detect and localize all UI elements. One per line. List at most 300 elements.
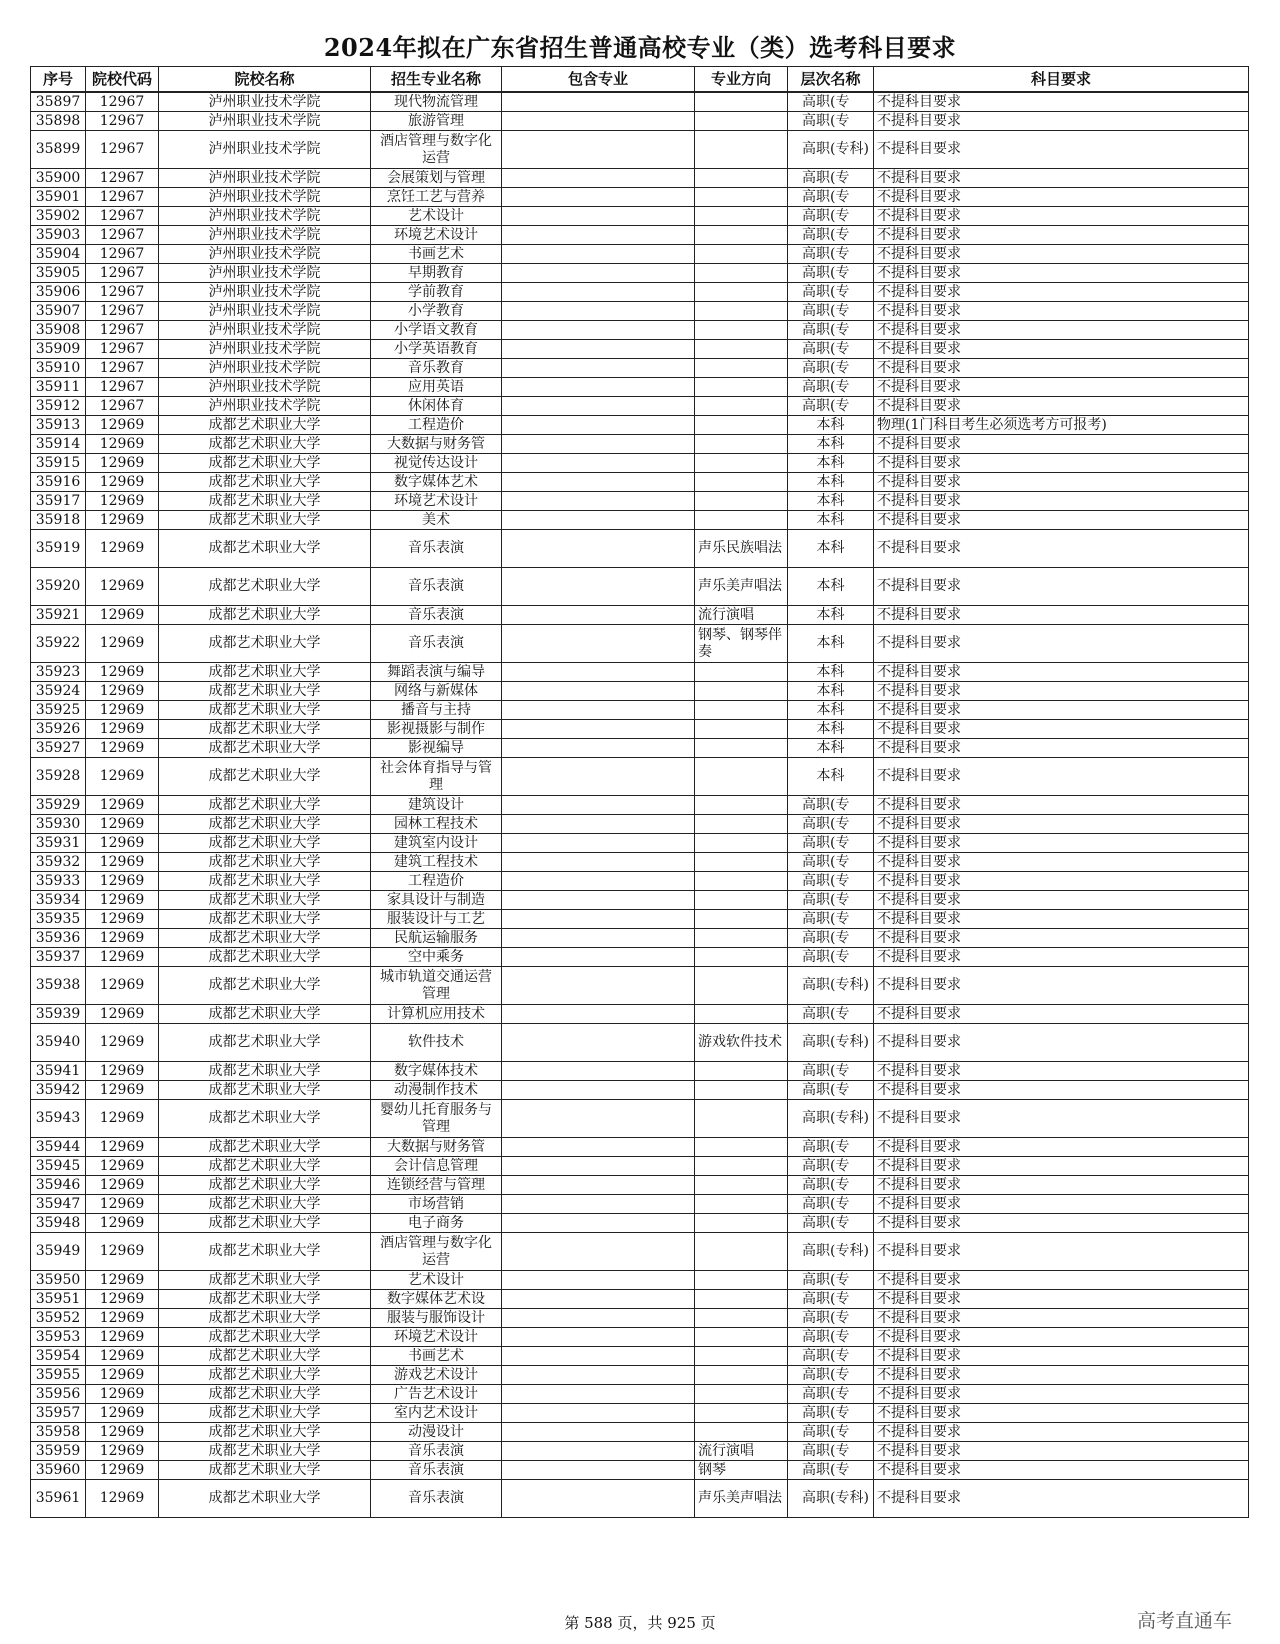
cell-school: 成都艺术职业大学 (159, 1138, 371, 1157)
cell-direction (695, 853, 788, 872)
cell-direction (695, 169, 788, 188)
cell-school: 成都艺术职业大学 (159, 815, 371, 834)
cell-code: 12967 (86, 397, 159, 416)
cell-direction (695, 701, 788, 720)
cell-level: 高职(专科) (788, 1233, 874, 1271)
cell-requirement: 不提科目要求 (874, 188, 1249, 207)
cell-seq: 35910 (31, 359, 86, 378)
cell-direction: 声乐美声唱法 (695, 568, 788, 606)
cell-school: 成都艺术职业大学 (159, 758, 371, 796)
cell-direction (695, 226, 788, 245)
cell-includes (502, 340, 695, 359)
cell-seq: 35899 (31, 131, 86, 169)
cell-major: 动漫设计 (371, 1423, 502, 1442)
cell-level: 本科 (788, 682, 874, 701)
cell-seq: 35898 (31, 112, 86, 131)
table-row (31, 1404, 1249, 1423)
cell-major: 婴幼儿托育服务与管理 (371, 1100, 502, 1138)
table-row (31, 492, 1249, 511)
cell-requirement: 不提科目要求 (874, 606, 1249, 625)
header-code: 院校代码 (86, 67, 159, 93)
cell-direction (695, 1100, 788, 1138)
cell-seq: 35933 (31, 872, 86, 891)
cell-level: 高职(专 (788, 378, 874, 397)
cell-school: 泸州职业技术学院 (159, 321, 371, 340)
cell-seq: 35938 (31, 967, 86, 1005)
cell-code: 12969 (86, 454, 159, 473)
cell-direction (695, 1176, 788, 1195)
cell-level: 高职(专 (788, 1385, 874, 1404)
header-school: 院校名称 (159, 67, 371, 93)
cell-seq: 35927 (31, 739, 86, 758)
cell-direction (695, 1328, 788, 1347)
cell-requirement: 不提科目要求 (874, 1423, 1249, 1442)
cell-includes (502, 511, 695, 530)
cell-school: 成都艺术职业大学 (159, 1062, 371, 1081)
cell-direction (695, 283, 788, 302)
cell-direction (695, 1233, 788, 1271)
cell-direction (695, 492, 788, 511)
cell-requirement: 不提科目要求 (874, 891, 1249, 910)
cell-direction (695, 359, 788, 378)
cell-major: 动漫制作技术 (371, 1081, 502, 1100)
cell-requirement: 不提科目要求 (874, 568, 1249, 606)
cell-major: 服装设计与工艺 (371, 910, 502, 929)
cell-school: 成都艺术职业大学 (159, 1024, 371, 1062)
cell-code: 12969 (86, 682, 159, 701)
cell-direction (695, 834, 788, 853)
cell-seq: 35959 (31, 1442, 86, 1461)
cell-includes (502, 1480, 695, 1518)
cell-seq: 35923 (31, 663, 86, 682)
table-row (31, 131, 1249, 169)
table-row (31, 1347, 1249, 1366)
cell-seq: 35954 (31, 1347, 86, 1366)
cell-code: 12967 (86, 245, 159, 264)
cell-level: 高职(专 (788, 834, 874, 853)
cell-level: 高职(专 (788, 815, 874, 834)
cell-seq: 35942 (31, 1081, 86, 1100)
cell-seq: 35924 (31, 682, 86, 701)
cell-seq: 35912 (31, 397, 86, 416)
cell-major: 酒店管理与数字化运营 (371, 1233, 502, 1271)
cell-code: 12967 (86, 359, 159, 378)
cell-code: 12969 (86, 1138, 159, 1157)
cell-seq: 35960 (31, 1461, 86, 1480)
cell-code: 12969 (86, 435, 159, 454)
cell-direction (695, 1062, 788, 1081)
cell-seq: 35916 (31, 473, 86, 492)
cell-direction (695, 739, 788, 758)
cell-school: 成都艺术职业大学 (159, 1081, 371, 1100)
cell-school: 成都艺术职业大学 (159, 682, 371, 701)
cell-level: 高职(专 (788, 1157, 874, 1176)
cell-includes (502, 416, 695, 435)
cell-level: 本科 (788, 473, 874, 492)
cell-direction (695, 1157, 788, 1176)
cell-includes (502, 1423, 695, 1442)
cell-requirement: 不提科目要求 (874, 378, 1249, 397)
cell-major: 民航运输服务 (371, 929, 502, 948)
cell-includes (502, 1195, 695, 1214)
cell-requirement: 不提科目要求 (874, 1176, 1249, 1195)
cell-includes (502, 796, 695, 815)
table-row (31, 1138, 1249, 1157)
cell-code: 12969 (86, 1233, 159, 1271)
cell-code: 12969 (86, 872, 159, 891)
cell-school: 泸州职业技术学院 (159, 207, 371, 226)
cell-school: 泸州职业技术学院 (159, 264, 371, 283)
cell-major: 音乐表演 (371, 530, 502, 568)
cell-includes (502, 454, 695, 473)
cell-code: 12969 (86, 1024, 159, 1062)
cell-includes (502, 815, 695, 834)
table-row (31, 1290, 1249, 1309)
cell-major: 播音与主持 (371, 701, 502, 720)
cell-includes (502, 1100, 695, 1138)
cell-level: 高职(专 (788, 359, 874, 378)
cell-direction (695, 929, 788, 948)
cell-school: 泸州职业技术学院 (159, 245, 371, 264)
table-row (31, 1442, 1249, 1461)
table-row (31, 1233, 1249, 1271)
table-row (31, 1062, 1249, 1081)
cell-requirement: 不提科目要求 (874, 283, 1249, 302)
cell-school: 泸州职业技术学院 (159, 169, 371, 188)
cell-level: 高职(专 (788, 112, 874, 131)
cell-school: 成都艺术职业大学 (159, 891, 371, 910)
cell-major: 应用英语 (371, 378, 502, 397)
cell-direction (695, 891, 788, 910)
cell-school: 成都艺术职业大学 (159, 663, 371, 682)
cell-school: 成都艺术职业大学 (159, 1442, 371, 1461)
cell-direction (695, 1138, 788, 1157)
cell-school: 成都艺术职业大学 (159, 454, 371, 473)
cell-level: 高职(专 (788, 1195, 874, 1214)
cell-requirement: 不提科目要求 (874, 1195, 1249, 1214)
cell-code: 12969 (86, 1366, 159, 1385)
cell-seq: 35948 (31, 1214, 86, 1233)
cell-school: 成都艺术职业大学 (159, 739, 371, 758)
cell-major: 建筑室内设计 (371, 834, 502, 853)
cell-school: 成都艺术职业大学 (159, 1461, 371, 1480)
cell-seq: 35906 (31, 283, 86, 302)
cell-level: 本科 (788, 511, 874, 530)
table-row (31, 1461, 1249, 1480)
cell-major: 烹饪工艺与营养 (371, 188, 502, 207)
cell-requirement: 不提科目要求 (874, 872, 1249, 891)
cell-code: 12969 (86, 1176, 159, 1195)
table-row (31, 739, 1249, 758)
cell-major: 休闲体育 (371, 397, 502, 416)
cell-major: 工程造价 (371, 872, 502, 891)
cell-major: 网络与新媒体 (371, 682, 502, 701)
header-major: 招生专业名称 (371, 67, 502, 93)
cell-seq: 35936 (31, 929, 86, 948)
cell-school: 成都艺术职业大学 (159, 416, 371, 435)
cell-includes (502, 188, 695, 207)
cell-requirement: 不提科目要求 (874, 796, 1249, 815)
cell-direction (695, 245, 788, 264)
cell-school: 成都艺术职业大学 (159, 492, 371, 511)
cell-code: 12969 (86, 796, 159, 815)
cell-includes (502, 207, 695, 226)
cell-seq: 35931 (31, 834, 86, 853)
cell-level: 高职(专 (788, 207, 874, 226)
table-row (31, 834, 1249, 853)
cell-requirement: 不提科目要求 (874, 473, 1249, 492)
cell-major: 建筑设计 (371, 796, 502, 815)
cell-school: 泸州职业技术学院 (159, 397, 371, 416)
cell-school: 泸州职业技术学院 (159, 340, 371, 359)
table-row (31, 435, 1249, 454)
cell-school: 泸州职业技术学院 (159, 92, 371, 112)
table-row (31, 1309, 1249, 1328)
cell-seq: 35939 (31, 1005, 86, 1024)
cell-major: 软件技术 (371, 1024, 502, 1062)
table-row (31, 92, 1249, 112)
cell-school: 成都艺术职业大学 (159, 435, 371, 454)
cell-level: 本科 (788, 701, 874, 720)
cell-school: 成都艺术职业大学 (159, 606, 371, 625)
cell-major: 旅游管理 (371, 112, 502, 131)
cell-major: 家具设计与制造 (371, 891, 502, 910)
cell-major: 大数据与财务管 (371, 1138, 502, 1157)
cell-requirement: 不提科目要求 (874, 321, 1249, 340)
cell-code: 12969 (86, 1195, 159, 1214)
cell-direction (695, 948, 788, 967)
cell-code: 12969 (86, 1461, 159, 1480)
cell-includes (502, 283, 695, 302)
cell-direction (695, 720, 788, 739)
cell-school: 成都艺术职业大学 (159, 1328, 371, 1347)
cell-requirement: 不提科目要求 (874, 1404, 1249, 1423)
cell-major: 艺术设计 (371, 207, 502, 226)
cell-major: 工程造价 (371, 416, 502, 435)
cell-code: 12969 (86, 815, 159, 834)
cell-code: 12969 (86, 473, 159, 492)
cell-major: 大数据与财务管 (371, 435, 502, 454)
cell-major: 小学语文教育 (371, 321, 502, 340)
cell-major: 城市轨道交通运营管理 (371, 967, 502, 1005)
cell-level: 本科 (788, 492, 874, 511)
cell-seq: 35907 (31, 302, 86, 321)
header-includes: 包含专业 (502, 67, 695, 93)
cell-code: 12969 (86, 853, 159, 872)
cell-code: 12967 (86, 264, 159, 283)
cell-requirement: 不提科目要求 (874, 511, 1249, 530)
cell-major: 酒店管理与数字化运营 (371, 131, 502, 169)
cell-major: 影视编导 (371, 739, 502, 758)
cell-level: 高职(专 (788, 169, 874, 188)
cell-major: 视觉传达设计 (371, 454, 502, 473)
cell-direction (695, 1404, 788, 1423)
cell-includes (502, 1138, 695, 1157)
cell-level: 本科 (788, 758, 874, 796)
cell-includes (502, 758, 695, 796)
cell-seq: 35956 (31, 1385, 86, 1404)
cell-school: 成都艺术职业大学 (159, 796, 371, 815)
cell-seq: 35946 (31, 1176, 86, 1195)
cell-code: 12967 (86, 226, 159, 245)
cell-code: 12967 (86, 207, 159, 226)
cell-direction (695, 1347, 788, 1366)
cell-level: 高职(专科) (788, 131, 874, 169)
cell-seq: 35941 (31, 1062, 86, 1081)
cell-code: 12969 (86, 1157, 159, 1176)
cell-major: 音乐表演 (371, 1461, 502, 1480)
cell-includes (502, 682, 695, 701)
cell-seq: 35904 (31, 245, 86, 264)
cell-includes (502, 302, 695, 321)
cell-includes (502, 435, 695, 454)
cell-includes (502, 131, 695, 169)
cell-includes (502, 739, 695, 758)
cell-code: 12969 (86, 1442, 159, 1461)
table-row (31, 891, 1249, 910)
cell-major: 影视摄影与制作 (371, 720, 502, 739)
cell-seq: 35920 (31, 568, 86, 606)
table-row (31, 321, 1249, 340)
table-row (31, 1176, 1249, 1195)
cell-level: 高职(专 (788, 188, 874, 207)
cell-seq: 35929 (31, 796, 86, 815)
cell-seq: 35952 (31, 1309, 86, 1328)
cell-code: 12969 (86, 1385, 159, 1404)
table-row (31, 758, 1249, 796)
cell-school: 成都艺术职业大学 (159, 1290, 371, 1309)
cell-code: 12969 (86, 1214, 159, 1233)
cell-level: 高职(专 (788, 853, 874, 872)
table-row (31, 340, 1249, 359)
cell-major: 园林工程技术 (371, 815, 502, 834)
cell-direction: 声乐美声唱法 (695, 1480, 788, 1518)
cell-requirement: 不提科目要求 (874, 1480, 1249, 1518)
cell-school: 成都艺术职业大学 (159, 1195, 371, 1214)
cell-includes (502, 948, 695, 967)
table-row (31, 169, 1249, 188)
cell-direction (695, 378, 788, 397)
cell-code: 12969 (86, 663, 159, 682)
cell-code: 12969 (86, 1328, 159, 1347)
table-row (31, 682, 1249, 701)
table-header-row (31, 67, 1249, 93)
cell-requirement: 不提科目要求 (874, 682, 1249, 701)
cell-includes (502, 530, 695, 568)
cell-level: 高职(专 (788, 1062, 874, 1081)
cell-requirement: 不提科目要求 (874, 359, 1249, 378)
requirements-table (30, 66, 1249, 1518)
cell-seq: 35908 (31, 321, 86, 340)
cell-major: 建筑工程技术 (371, 853, 502, 872)
cell-direction (695, 1214, 788, 1233)
cell-code: 12969 (86, 530, 159, 568)
cell-level: 高职(专 (788, 245, 874, 264)
cell-code: 12969 (86, 1423, 159, 1442)
cell-includes (502, 625, 695, 663)
cell-direction (695, 910, 788, 929)
cell-direction: 钢琴 (695, 1461, 788, 1480)
cell-requirement: 不提科目要求 (874, 454, 1249, 473)
cell-direction (695, 454, 788, 473)
cell-seq: 35935 (31, 910, 86, 929)
cell-school: 成都艺术职业大学 (159, 1423, 371, 1442)
cell-major: 早期教育 (371, 264, 502, 283)
cell-level: 高职(专 (788, 1366, 874, 1385)
cell-code: 12969 (86, 701, 159, 720)
cell-includes (502, 1271, 695, 1290)
cell-code: 12969 (86, 1271, 159, 1290)
cell-level: 本科 (788, 739, 874, 758)
cell-direction (695, 1005, 788, 1024)
cell-level: 高职(专 (788, 1271, 874, 1290)
cell-level: 高职(专 (788, 1328, 874, 1347)
cell-direction (695, 967, 788, 1005)
cell-school: 成都艺术职业大学 (159, 473, 371, 492)
cell-includes (502, 359, 695, 378)
brand-watermark: 高考直通车 (1136, 1610, 1232, 1632)
cell-code: 12967 (86, 302, 159, 321)
cell-school: 成都艺术职业大学 (159, 1233, 371, 1271)
cell-seq: 35957 (31, 1404, 86, 1423)
cell-requirement: 不提科目要求 (874, 967, 1249, 1005)
cell-requirement: 不提科目要求 (874, 853, 1249, 872)
cell-seq: 35914 (31, 435, 86, 454)
cell-major: 学前教育 (371, 283, 502, 302)
table-row (31, 1366, 1249, 1385)
table-row (31, 1005, 1249, 1024)
cell-level: 本科 (788, 663, 874, 682)
cell-requirement: 不提科目要求 (874, 1100, 1249, 1138)
cell-direction (695, 340, 788, 359)
cell-direction (695, 207, 788, 226)
cell-code: 12969 (86, 1404, 159, 1423)
table-row (31, 910, 1249, 929)
cell-major: 现代物流管理 (371, 92, 502, 112)
cell-includes (502, 967, 695, 1005)
cell-seq: 35945 (31, 1157, 86, 1176)
table-row (31, 454, 1249, 473)
table-row (31, 701, 1249, 720)
table-row (31, 397, 1249, 416)
cell-includes (502, 112, 695, 131)
cell-seq: 35919 (31, 530, 86, 568)
cell-direction (695, 397, 788, 416)
cell-level: 本科 (788, 568, 874, 606)
cell-requirement: 不提科目要求 (874, 1081, 1249, 1100)
cell-level: 本科 (788, 720, 874, 739)
cell-code: 12969 (86, 568, 159, 606)
cell-includes (502, 1385, 695, 1404)
cell-seq: 35926 (31, 720, 86, 739)
cell-requirement: 不提科目要求 (874, 758, 1249, 796)
cell-requirement: 不提科目要求 (874, 1157, 1249, 1176)
cell-requirement: 不提科目要求 (874, 1214, 1249, 1233)
cell-major: 小学英语教育 (371, 340, 502, 359)
cell-school: 成都艺术职业大学 (159, 910, 371, 929)
cell-requirement: 不提科目要求 (874, 264, 1249, 283)
cell-includes (502, 720, 695, 739)
cell-major: 计算机应用技术 (371, 1005, 502, 1024)
cell-direction (695, 663, 788, 682)
cell-major: 环境艺术设计 (371, 492, 502, 511)
cell-seq: 35909 (31, 340, 86, 359)
cell-includes (502, 169, 695, 188)
cell-major: 音乐表演 (371, 625, 502, 663)
cell-school: 成都艺术职业大学 (159, 511, 371, 530)
header-requirement: 科目要求 (874, 67, 1249, 93)
table-row (31, 1214, 1249, 1233)
